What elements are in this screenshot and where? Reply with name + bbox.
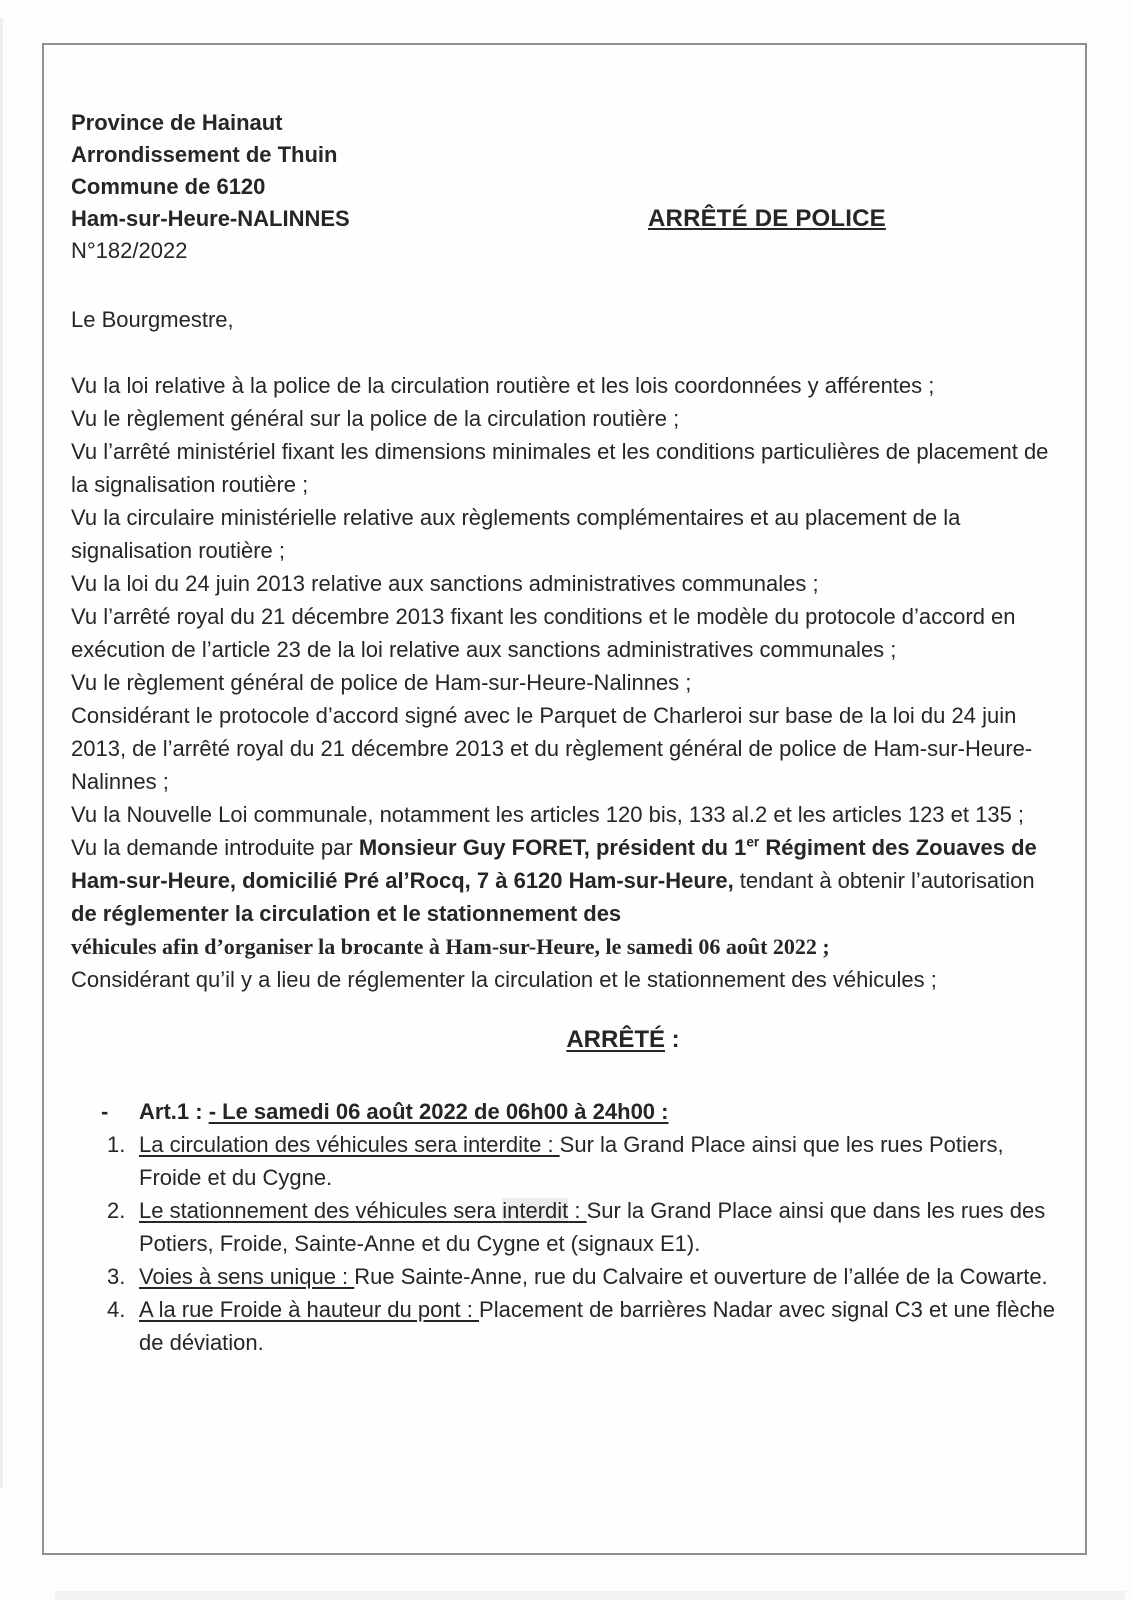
text-segment: La circulation des véhicules sera interdite : xyxy=(139,1132,560,1157)
text-segment: Vu le règlement général sur la police de la circulation routière ; xyxy=(71,406,680,431)
text-segment: Sur la Grand Place ainsi que dans les rues des Potiers, Froide, Sainte-Anne et du Cygne et (signaux E1). xyxy=(139,1198,1046,1256)
recital-paragraph xyxy=(71,501,1055,567)
text-segment: Vu le règlement général de police de Ham-sur-Heure-Nalinnes ; xyxy=(71,670,692,695)
text-segment: de réglementer la circulation et le stationnement des xyxy=(71,901,622,926)
text-segment: Considérant qu’il y a lieu de réglementer la circulation et le stationnement des véhicules ; xyxy=(71,967,937,992)
text-segment: Vu la loi du 24 juin 2013 relative aux sanctions administratives communales ; xyxy=(71,571,819,596)
scan-edge-artifact-bottom xyxy=(55,1591,1125,1600)
text-segment: ARRÊTÉ xyxy=(566,1026,665,1053)
text-segment: Voies à sens unique : xyxy=(139,1264,355,1289)
text-segment: véhicules afin d’organiser la brocante à Ham-sur-Heure, le samedi 06 août 2022 ; xyxy=(71,934,830,959)
text-segment: : xyxy=(568,1198,587,1223)
text-segment: Placement de barrières Nadar avec signal C3 et une flèche de déviation. xyxy=(139,1297,1056,1355)
recital-paragraph xyxy=(71,435,1055,501)
recital-paragraph xyxy=(71,402,1055,435)
recital-paragraph xyxy=(71,600,1055,666)
text-segment: Vu l’arrêté ministériel fixant les dimensions minimales et les conditions particulières de placement de la signalisation routière ; xyxy=(71,439,1049,497)
document-header xyxy=(71,107,1055,267)
scan-edge-artifact-left xyxy=(0,18,3,1488)
text-segment: Régiment des Zouaves de Ham-sur-Heure, domicilié Pré al’Rocq, 7 à 6120 Ham-sur-Heure, xyxy=(71,835,1037,893)
recital-paragraph xyxy=(71,699,1055,798)
article-heading-text xyxy=(139,1095,1055,1128)
text-segment: - Le samedi 06 août 2022 de 06h00 à 24h00 : xyxy=(208,1099,669,1124)
item-text xyxy=(139,1260,1055,1293)
text-segment: tendant à obtenir l’autorisation xyxy=(733,868,1035,893)
text-segment: Vu la Nouvelle Loi communale, notamment les articles 120 bis, 133 al.2 et les articles 123 et 135 ; xyxy=(71,802,1025,827)
text-segment: Monsieur Guy FORET, président du 1 xyxy=(358,835,747,860)
text-segment: Vu la circulaire ministérielle relative aux règlements complémentaires et au placement de la signalisation routière ; xyxy=(71,505,961,563)
recitals-block xyxy=(71,369,1055,996)
document-title: ARRÊTÉ DE POLICE xyxy=(648,205,886,232)
item-text xyxy=(139,1194,1055,1260)
recital-paragraph xyxy=(71,567,1055,600)
text-segment: interdit xyxy=(502,1198,569,1223)
item-text xyxy=(139,1128,1055,1194)
issuer-line-arrondissement: Arrondissement de Thuin xyxy=(71,142,338,167)
text-segment: A la rue Froide à hauteur du pont : xyxy=(139,1297,480,1322)
text-segment: er xyxy=(746,834,760,850)
text-segment: Sur la Grand Place ainsi que les rues Potiers, Froide et du Cygne. xyxy=(139,1132,1004,1190)
issuer-line-commune: Commune de 6120 xyxy=(71,174,266,199)
text-segment: Vu la demande introduite par xyxy=(71,835,359,860)
issuer-line-province: Province de Hainaut xyxy=(71,110,283,135)
text-segment: Vu la loi relative à la police de la circulation routière et les lois coordonnées y afférentes ; xyxy=(71,373,935,398)
recital-paragraph xyxy=(71,369,1055,402)
page-content xyxy=(44,45,1085,1553)
issuer-line-locality: Ham-sur-Heure-NALINNES xyxy=(71,206,350,231)
salutation: Le Bourgmestre, xyxy=(71,307,234,332)
item-number: 2. xyxy=(107,1198,126,1223)
article-bullet: - xyxy=(101,1099,109,1124)
list-item xyxy=(107,1293,1055,1359)
recital-paragraph xyxy=(71,798,1055,831)
document-number: N°182/2022 xyxy=(71,238,188,263)
list-item xyxy=(107,1128,1055,1194)
recital-paragraph xyxy=(71,963,1055,996)
article-1-heading xyxy=(101,1095,1055,1128)
decree-heading xyxy=(71,1023,1055,1057)
item-number: 1. xyxy=(107,1132,126,1157)
item-number: 3. xyxy=(107,1264,126,1289)
recital-paragraph xyxy=(71,831,1055,963)
list-item xyxy=(107,1260,1055,1293)
item-number: 4. xyxy=(107,1297,126,1322)
text-segment: Considérant le protocole d’accord signé avec le Parquet de Charleroi sur base de la loi du 24 juin 2013, de l’arrêté royal du 21 décembre 2013 et du règlement général de police de Ham-sur-Heure-Nalinnes ; xyxy=(71,703,1033,794)
text-segment: Le stationnement des véhicules sera xyxy=(139,1198,503,1223)
page-frame xyxy=(42,43,1087,1555)
text-segment: Art.1 : xyxy=(139,1099,209,1124)
text-segment: Rue Sainte-Anne, rue du Calvaire et ouverture de l’allée de la Cowarte. xyxy=(354,1264,1048,1289)
text-segment: : xyxy=(665,1026,680,1053)
article-1-items xyxy=(71,1128,1055,1359)
item-text xyxy=(139,1293,1055,1359)
issuer-block xyxy=(71,107,1055,267)
list-item xyxy=(107,1194,1055,1260)
recital-paragraph xyxy=(71,666,1055,699)
text-segment: Vu l’arrêté royal du 21 décembre 2013 fixant les conditions et le modèle du protocole d’accord en exécution de l’article 23 de la loi relative aux sanctions administratives communales ; xyxy=(71,604,1016,662)
